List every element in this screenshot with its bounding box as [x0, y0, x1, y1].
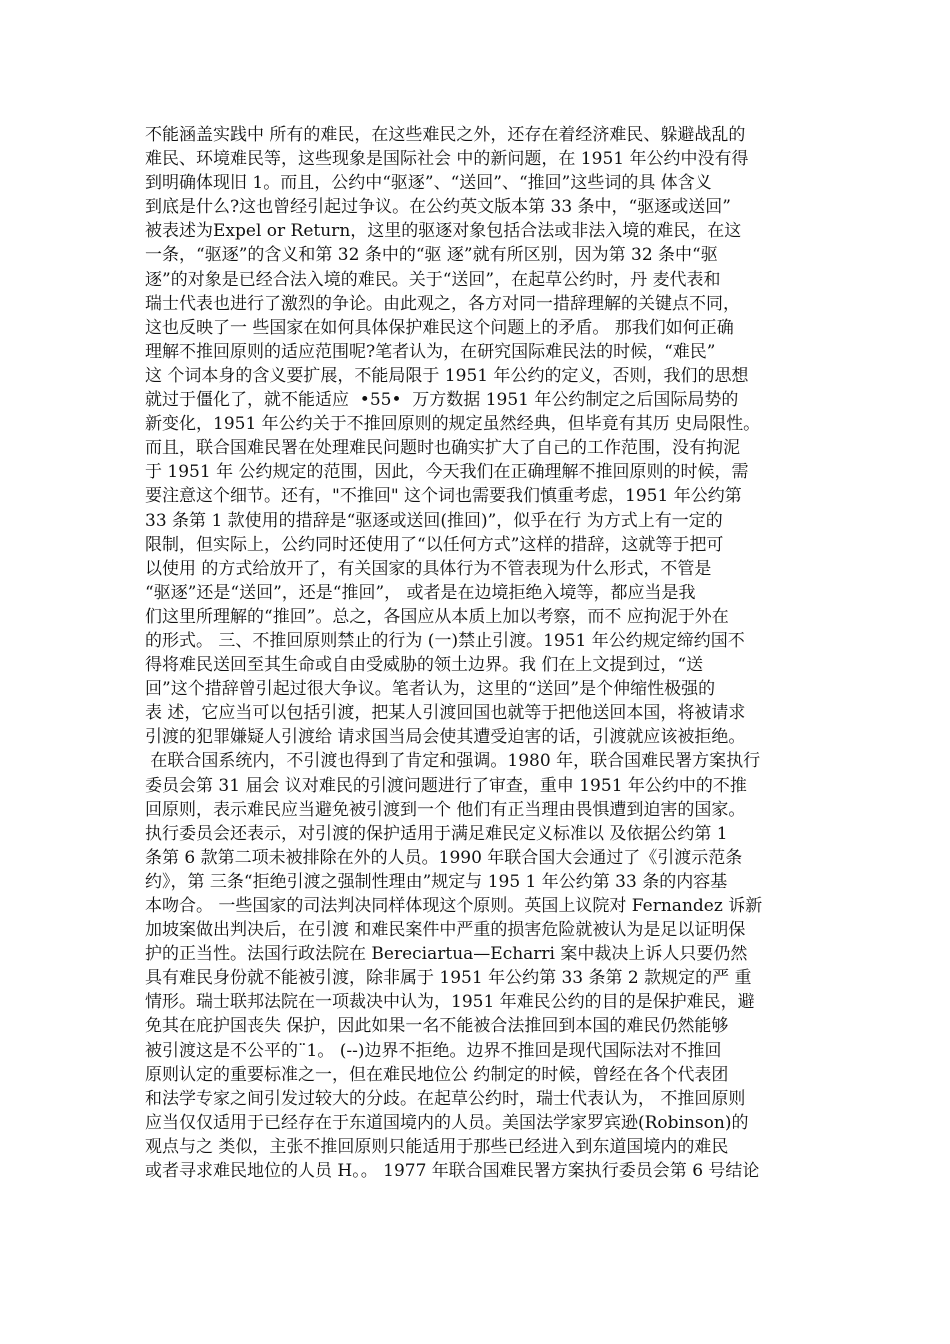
text-line: 不能涵盖实践中 所有的难民，在这些难民之外，还存在着经济难民、躲避战乱的 [145, 125, 746, 145]
text-line: 委员会第 31 届会 议对难民的引渡问题进行了审查，重申 1951 年公约中的不推 [145, 775, 747, 796]
text-line: 到底是什么?这也曾经引起过争议。在公约英文版本第 33 条中，“驱逐或送回” [145, 197, 731, 218]
text-line: 回原则，表示难民应当避免被引渡到一个 他们有正当理由畏惧遭到迫害的国家。 [145, 799, 746, 820]
text-line: 条第 6 款第二项未被排除在外的人员。1990 年联合国大会通过了《引渡示范条 [145, 847, 743, 868]
text-line: 表 述，它应当可以包括引渡，把某人引渡回国也就等于把他送回本国，将被请求 [145, 703, 746, 724]
text-line: 约》，第 三条“拒绝引渡之强制性理由”规定与 195 1 年公约第 33 条的内容基 [145, 871, 728, 892]
text-line: 而且，联合国难民署在处理难民问题时也确实扩大了自己的工作范围，没有拘泥 [145, 438, 740, 459]
text-line: 逐”的对象是已经合法入境的难民。关于“送回”，在起草公约时，丹 麦代表和 [145, 269, 721, 290]
text-line: 在联合国系统内，不引渡也得到了肯定和强调。1980 年，联合国难民署方案执行 [145, 751, 761, 772]
text-line: 加坡案做出判决后，在引渡 和难民案件中严重的损害危险就被认为是足以证明保 [145, 920, 746, 941]
text-line: 具有难民身份就不能被引渡，除非属于 1951 年公约第 33 条第 2 款规定的严 重 [145, 968, 752, 989]
text-line: 和法学专家之间引发过较大的分歧。在起草公约时，瑞士代表认为， 不推回原则 [145, 1088, 746, 1109]
text-line: 们这里所理解的“推回”。总之，各国应从本质上加以考察，而不 应拘泥于外在 [145, 606, 729, 627]
text-line: 限制，但实际上，公约同时还使用了“以任何方式”这样的措辞，这就等于把可 [145, 534, 724, 555]
text-line: 瑞士代表也进行了激烈的争论。由此观之，各方对同一措辞理解的关键点不同， [145, 293, 740, 314]
text-line: “驱逐”还是“送回”，还是“推回”， 或者是在边境拒绝入境等，都应当是我 [145, 582, 696, 603]
text-line: 33 条第 1 款使用的措辞是“驱逐或送回(推回)”，似乎在行 为方式上有一定的 [145, 510, 723, 531]
text-line: 回”这个措辞曾引起过很大争议。笔者认为，这里的“送回”是个伸缩性极强的 [145, 679, 716, 700]
text-line: 到明确体现旧 1。而且，公约中“驱逐”、“送回”、“推回”这些词的具 体含义 [145, 173, 712, 194]
text-line: 执行委员会还表示，对引渡的保护适用于满足难民定义标准以 及依据公约第 1 [145, 823, 728, 844]
text-line: 引渡的犯罪嫌疑人引渡给 请求国当局会使其遭受迫害的话，引渡就应该被拒绝。 [145, 727, 746, 748]
body-text [145, 123, 810, 1183]
text-line: 得将难民送回至其生命或自由受威胁的领土边界。我 们在上文提到过，“送 [145, 655, 704, 676]
text-line: 这也反映了一 些国家在如何具体保护难民这个问题上的矛盾。 那我们如何正确 [145, 317, 734, 338]
text-line: 或者寻求难民地位的人员 H。。 1977 年联合国难民署方案执行委员会第 6 号结论 [145, 1161, 760, 1182]
text-line: 以使用 的方式给放开了，有关国家的具体行为不管表现为什么形式，不管是 [145, 558, 712, 579]
text-line: 的形式。 三、不推回原则禁止的行为 (一)禁止引渡。1951 年公约规定缔约国不 [145, 630, 745, 651]
text-line: 要注意这个细节。还有，"不推回" 这个词也需要我们慎重考虑，1951 年公约第 [145, 486, 742, 507]
text-line: 免其在庇护国丧失 保护，因此如果一名不能被合法推回到本国的难民仍然能够 [145, 1016, 729, 1037]
text-line: 被表述为Expel or Return，这里的驱逐对象包括合法或非法入境的难民，在这 [145, 221, 742, 242]
text-line: 新变化，1951 年公约关于不推回原则的规定虽然经典，但毕竟有其历 史局限性。 [145, 414, 761, 435]
text-line: 观点与之 类似，主张不推回原则只能适用于那些已经进入到东道国境内的难民 [145, 1136, 729, 1157]
text-line: 就过于僵化了，就不能适应 •55• 万方数据 1951 年公约制定之后国际局势的 [145, 390, 739, 411]
text-line: 本吻合。 一些国家的司法判决同样体现这个原则。英国上议院对 Fernandez 诉新 [145, 896, 763, 916]
text-line: 情形。瑞士联邦法院在一项裁决中认为，1951 年难民公约的目的是保护难民，避 [145, 992, 755, 1013]
text-line: 这 个词本身的含义要扩展，不能局限于 1951 年公约的定义，否则，我们的思想 [145, 365, 749, 386]
text-line: 应当仅仅适用于已经存在于东道国境内的人员。美国法学家罗宾逊(Robinson)的 [145, 1112, 749, 1133]
text-line: 于 1951 年 公约规定的范围，因此，今天我们在正确理解不推回原则的时候，需 [145, 462, 749, 483]
text-line: 被引渡这是不公平的¨1。 (--)边界不拒绝。边界不推回是现代国际法对不推回 [145, 1040, 722, 1061]
text-line: 理解不推回原则的适应范围呢?笔者认为，在研究国际难民法的时候，“难民” [145, 341, 716, 362]
text-line: 护的正当性。法国行政法院在 Bereciartua—Echarri 案中裁决上诉人只要仍然 [145, 944, 748, 965]
text-line: 一条，“驱逐”的含义和第 32 条中的“驱 逐”就有所区别，因为第 32 条中“驱 [145, 245, 718, 266]
text-line: 难民、环境难民等，这些现象是国际社会 中的新问题，在 1951 年公约中没有得 [145, 149, 749, 170]
text-line: 原则认定的重要标准之一，但在难民地位公 约制定的时候，曾经在各个代表团 [145, 1064, 729, 1085]
